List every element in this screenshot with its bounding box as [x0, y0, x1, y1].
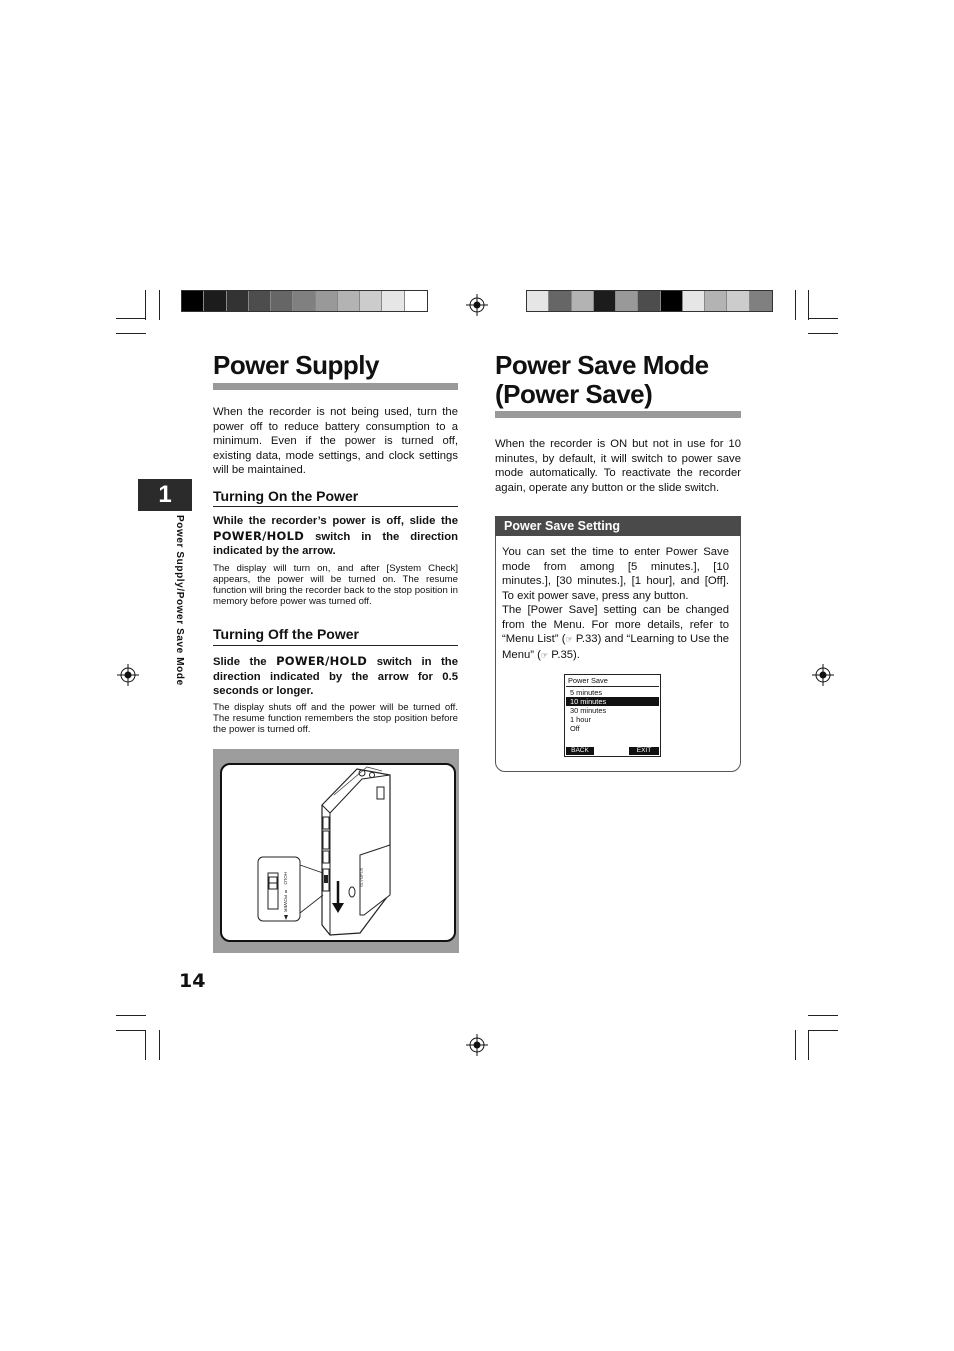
color-swatch: [204, 291, 226, 311]
power-hold-key: POWER/HOLD: [276, 654, 368, 668]
page-number: 14: [179, 970, 206, 992]
page-title-power-supply: Power Supply: [213, 350, 379, 380]
color-swatch: [594, 291, 616, 311]
color-swatch: [727, 291, 749, 311]
turning-off-instruction: [213, 654, 458, 699]
screen-option-item[interactable]: Off: [570, 724, 580, 733]
turning-on-instruction: [213, 514, 458, 559]
color-swatch: [705, 291, 727, 311]
color-swatch: [338, 291, 360, 311]
color-swatch: [182, 291, 204, 311]
para-text: The [Power Save] setting can be changed from the Menu. For more details, refer to “Menu List” (: [502, 604, 729, 646]
power-save-screen: [564, 674, 661, 757]
color-swatch: [360, 291, 382, 311]
screen-option-item[interactable]: 30 minutes: [570, 706, 607, 715]
svg-text:OLYMPUS: OLYMPUS: [359, 867, 364, 887]
section-rule: [213, 506, 458, 507]
power-save-setting-para2: [502, 603, 729, 663]
turning-off-note: The display shuts off and the power will be turned off. The resume function remembers the stop position before the power is turned off.: [213, 702, 458, 735]
voice-recorder-illustration: [222, 765, 452, 938]
crop-mark: [795, 1030, 796, 1060]
turning-on-note: The display will turn on, and after [System Check] appears, the power will be turned on. The resume function will bring the recorder back to the stop position in memory before power was turned off.: [213, 563, 458, 607]
color-swatch: [616, 291, 638, 311]
title-line: (Power Save): [495, 379, 653, 409]
crop-mark: [808, 333, 838, 334]
color-swatch: [249, 291, 271, 311]
color-swatch: [638, 291, 660, 311]
crop-mark: [808, 1015, 838, 1016]
page-title-power-save-mode: [495, 351, 709, 409]
color-swatch: [227, 291, 249, 311]
back-button[interactable]: BACK: [566, 747, 594, 755]
crop-mark: [808, 318, 838, 319]
instruction-text: While the recorder’s power is off, slide the: [213, 515, 458, 527]
screen-title: Power Save: [568, 676, 608, 685]
instruction-text: switch in the direction indicated by the arrow for 0.5 seconds or longer.: [213, 656, 458, 698]
color-swatch: [405, 291, 427, 311]
color-calibration-bar-right: [526, 290, 773, 312]
crop-mark: [145, 1030, 146, 1060]
crop-mark: [116, 318, 146, 319]
hold-label: HOLD: [283, 872, 288, 885]
power-save-setting-heading: Power Save Setting: [495, 516, 741, 536]
power-supply-intro: When the recorder is not being used, turn the power off to reduce battery consumption to a minimum. Even if the power is turned off, existing data, mode settings, and clock settings will be maintained.: [213, 406, 458, 477]
color-swatch: [527, 291, 549, 311]
color-swatch: [750, 291, 772, 311]
color-swatch: [293, 291, 315, 311]
color-swatch: [683, 291, 705, 311]
screen-option-item[interactable]: 1 hour: [570, 715, 591, 724]
para-text: ).: [573, 648, 580, 661]
crop-mark: [159, 1030, 160, 1060]
title-underline: [495, 411, 741, 418]
color-swatch: [549, 291, 571, 311]
power-hold-key: POWER/HOLD: [213, 528, 305, 543]
turning-off-heading: Turning Off the Power: [213, 626, 359, 642]
registration-mark-icon: [466, 294, 488, 316]
color-calibration-bar-left: [181, 290, 428, 312]
crop-mark: [116, 333, 146, 334]
power-label: POWER: [283, 895, 288, 913]
exit-button[interactable]: EXIT: [629, 747, 659, 755]
screen-option-item[interactable]: 5 minutes: [570, 688, 603, 697]
chapter-number-tab: 1: [138, 479, 192, 511]
reference-icon: ☞: [540, 650, 549, 660]
title-underline: [213, 383, 458, 390]
power-save-setting-para1: You can set the time to enter Power Save mode from among [5 minutes.], [10 minutes.], [30 minutes.], [1 hour], and [Off]. To exit power save, press any button.: [502, 546, 729, 602]
section-rule: [213, 645, 458, 646]
registration-mark-icon: [117, 664, 139, 686]
color-swatch: [316, 291, 338, 311]
crop-mark: [116, 1030, 146, 1031]
crop-mark: [808, 290, 809, 320]
reference-icon: ☞: [565, 635, 573, 645]
registration-mark-icon: [466, 1034, 488, 1056]
crop-mark: [145, 290, 146, 320]
crop-mark: [808, 1030, 838, 1031]
crop-mark: [808, 1030, 809, 1060]
page-reference: P.35: [551, 648, 574, 661]
chapter-side-label: Power Supply/Power Save Mode: [174, 515, 185, 686]
crop-mark: [795, 290, 796, 320]
screen-option-item[interactable]: 10 minutes: [566, 697, 659, 706]
turning-on-heading: Turning On the Power: [213, 488, 359, 504]
registration-mark-icon: [812, 664, 834, 686]
instruction-text: Slide the: [213, 656, 277, 668]
color-swatch: [271, 291, 293, 311]
para-text: ) and “Learning to Use the Menu” (: [502, 633, 730, 661]
title-line: Power Save Mode: [495, 350, 709, 380]
color-swatch: [382, 291, 404, 311]
instruction-text: switch in the direction indicated by the arrow.: [213, 530, 458, 558]
screen-divider: [566, 686, 659, 687]
color-swatch: [572, 291, 594, 311]
page-reference: P.33: [575, 633, 598, 646]
color-swatch: [661, 291, 683, 311]
power-save-intro: When the recorder is ON but not in use for 10 minutes, by default, it will switch to power save mode automatically. To reactivate the recorder again, operate any button or the slide switch.: [495, 438, 741, 494]
crop-mark: [116, 1015, 146, 1016]
crop-mark: [159, 290, 160, 320]
